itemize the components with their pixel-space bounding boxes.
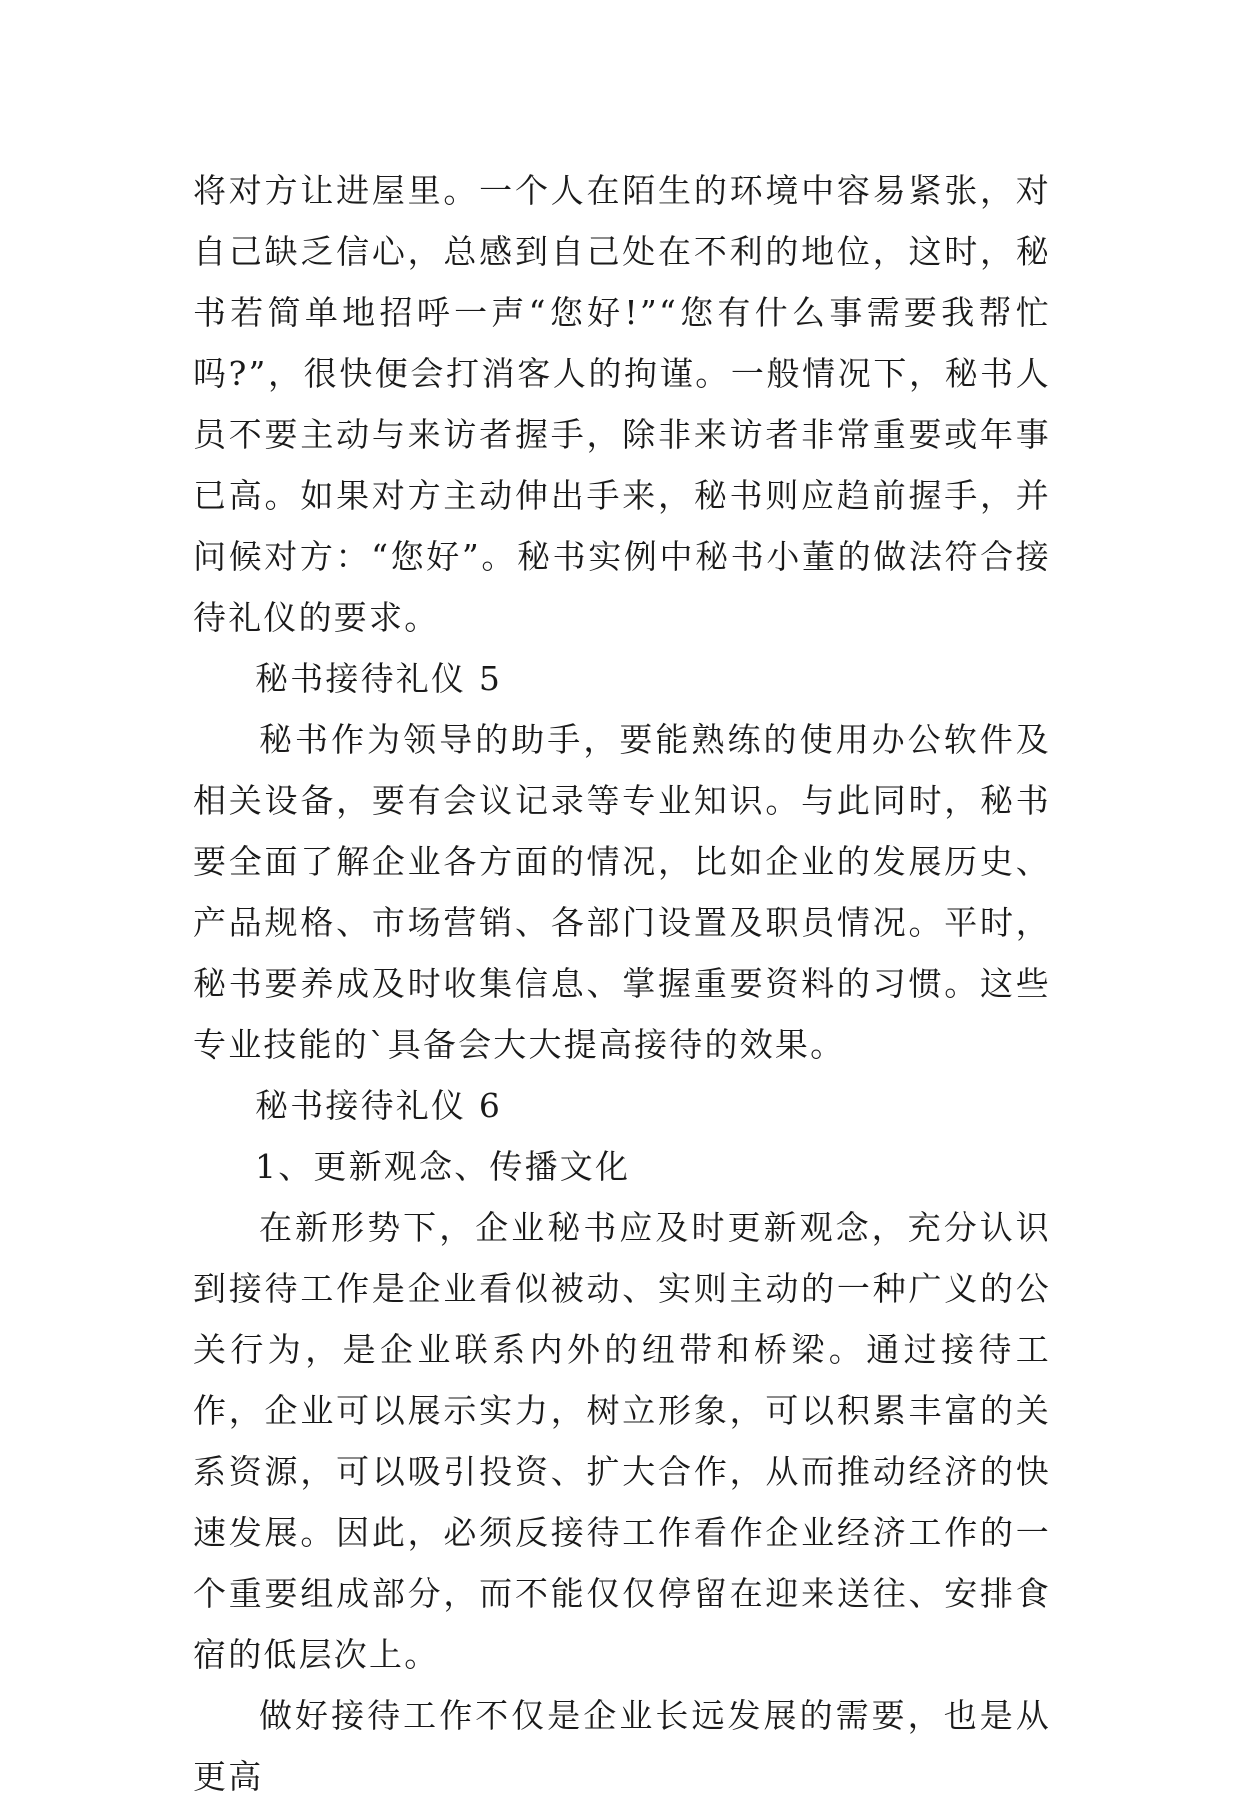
section-heading-5: 秘书接待礼仪 5 (255, 659, 503, 698)
paragraph-reception-importance: 做好接待工作不仅是企业长远发展的需要，也是从更高 (193, 1696, 1051, 1796)
paragraph-professional-skills: 秘书作为领导的助手，要能熟练的使用办公软件及相关设备，要有会议记录等专业知识。与此同时，秘书要全面了解企业各方面的情况，比如企业的发展历史、产品规格、市场营销、各部门设置及职员情况。平时，秘书要养成及时收集信息、掌握重要资料的习惯。这些专业技能的`具备会大大提高接待的效果。 (193, 720, 1051, 1064)
section-heading-6: 秘书接待礼仪 6 (255, 1086, 503, 1125)
document-body (193, 160, 1051, 1807)
paragraph-update-concepts: 在新形势下，企业秘书应及时更新观念，充分认识到接待工作是企业看似被动、实则主动的一种广义的公关行为，是企业联系内外的纽带和桥梁。通过接待工作，企业可以展示实力，树立形象，可以积累丰富的关系资源，可以吸引投资、扩大合作，从而推动经济的快速发展。因此，必须反接待工作看作企业经济工作的一个重要组成部分，而不能仅仅停留在迎来送往、安排食宿的低层次上。 (193, 1208, 1051, 1674)
subsection-heading-1: 1、更新观念、传播文化 (255, 1147, 631, 1186)
paragraph-greeting-handshake: 将对方让进屋里。一个人在陌生的环境中容易紧张，对自己缺乏信心，总感到自己处在不利的地位，这时，秘书若简单地招呼一声“您好!”“您有什么事需要我帮忙吗?”，很快便会打消客人的拘谨。一般情况下，秘书人员不要主动与来访者握手，除非来访者非常重要或年事已高。如果对方主动伸出手来，秘书则应趋前握手，并问候对方：“您好”。秘书实例中秘书小董的做法符合接待礼仪的要求。 (193, 171, 1051, 637)
